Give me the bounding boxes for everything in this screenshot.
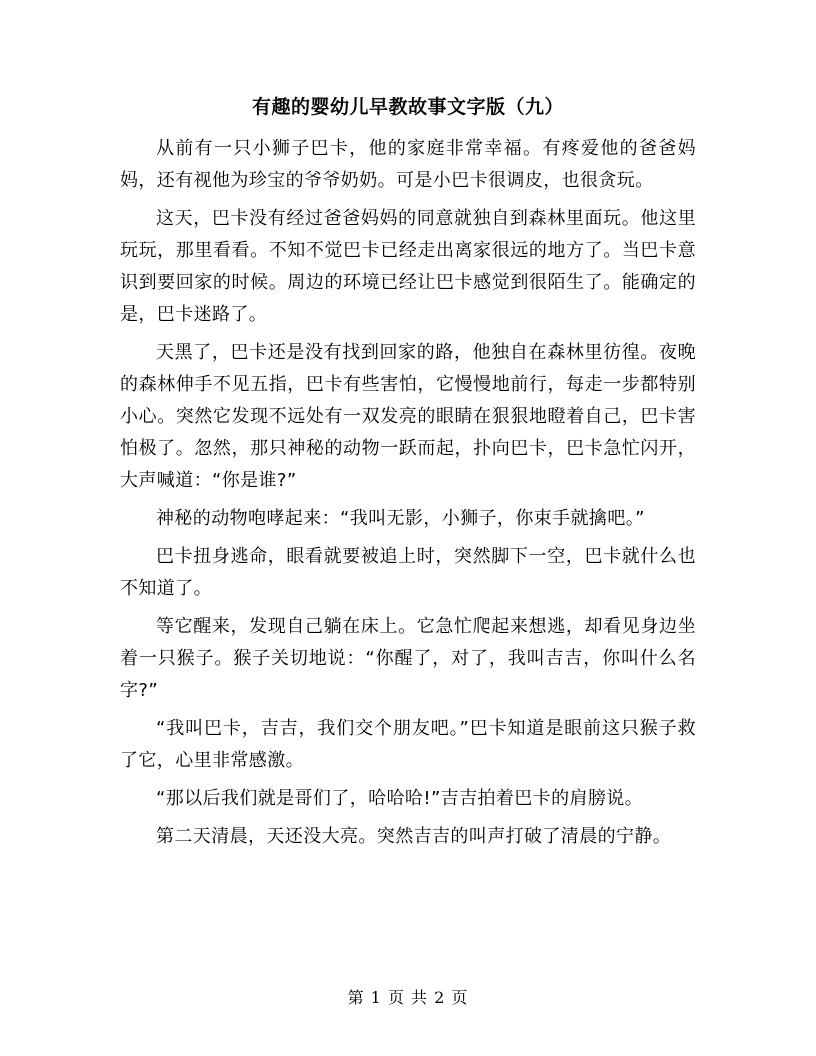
document-title: 有趣的婴幼儿早教故事文字版（九） bbox=[251, 96, 564, 118]
paragraph: 这天，巴卡没有经过爸爸妈妈的同意就独自到森林里面玩。他这里玩玩，那里看看。不知不觉巴卡已经走出离家很远的地方了。当巴卡意识到要回家的时候。周边的环境已经让巴卡感觉到很陌生了。能确定的是，巴卡迷路了。 bbox=[120, 208, 696, 325]
document-body bbox=[120, 133, 696, 853]
paragraph: 巴卡扭身逃命，眼看就要被追上时，突然脚下一空，巴卡就什么也不知道了。 bbox=[120, 546, 696, 599]
paragraph: 等它醒来，发现自己躺在床上。它急忙爬起来想逃，却看见身边坐着一只猴子。猴子关切地说：“你醒了，对了，我叫吉吉，你叫什么名字?” bbox=[120, 616, 696, 701]
paragraph: 从前有一只小狮子巴卡，他的家庭非常幸福。有疼爱他的爸爸妈妈，还有视他为珍宝的爷爷奶奶。可是小巴卡很调皮，也很贪玩。 bbox=[120, 138, 696, 191]
paragraph: 神秘的动物咆哮起来：“我叫无影，小狮子，你束手就擒吧。” bbox=[156, 508, 645, 529]
paragraph: 第二天清晨，天还没大亮。突然吉吉的叫声打破了清晨的宁静。 bbox=[156, 826, 672, 847]
paragraph: “那以后我们就是哥们了，哈哈哈!”吉吉拍着巴卡的肩膀说。 bbox=[156, 788, 644, 809]
paragraph: “我叫巴卡，吉吉，我们交个朋友吧。”巴卡知道是眼前这只猴子救了它，心里非常感激。 bbox=[120, 718, 696, 771]
page-number-footer: 第 1 页 共 2 页 bbox=[347, 988, 469, 1007]
paragraph: 天黑了，巴卡还是没有找到回家的路，他独自在森林里彷徨。夜晚的森林伸手不见五指，巴卡有些害怕，它慢慢地前行，每走一步都特别小心。突然它发现不远处有一双发亮的眼睛在狠狠地瞪着自己，巴卡害怕极了。忽然，那只神秘的动物一跃而起，扑向巴卡，巴卡急忙闪开，大声喊道：“你是谁?” bbox=[120, 342, 696, 491]
